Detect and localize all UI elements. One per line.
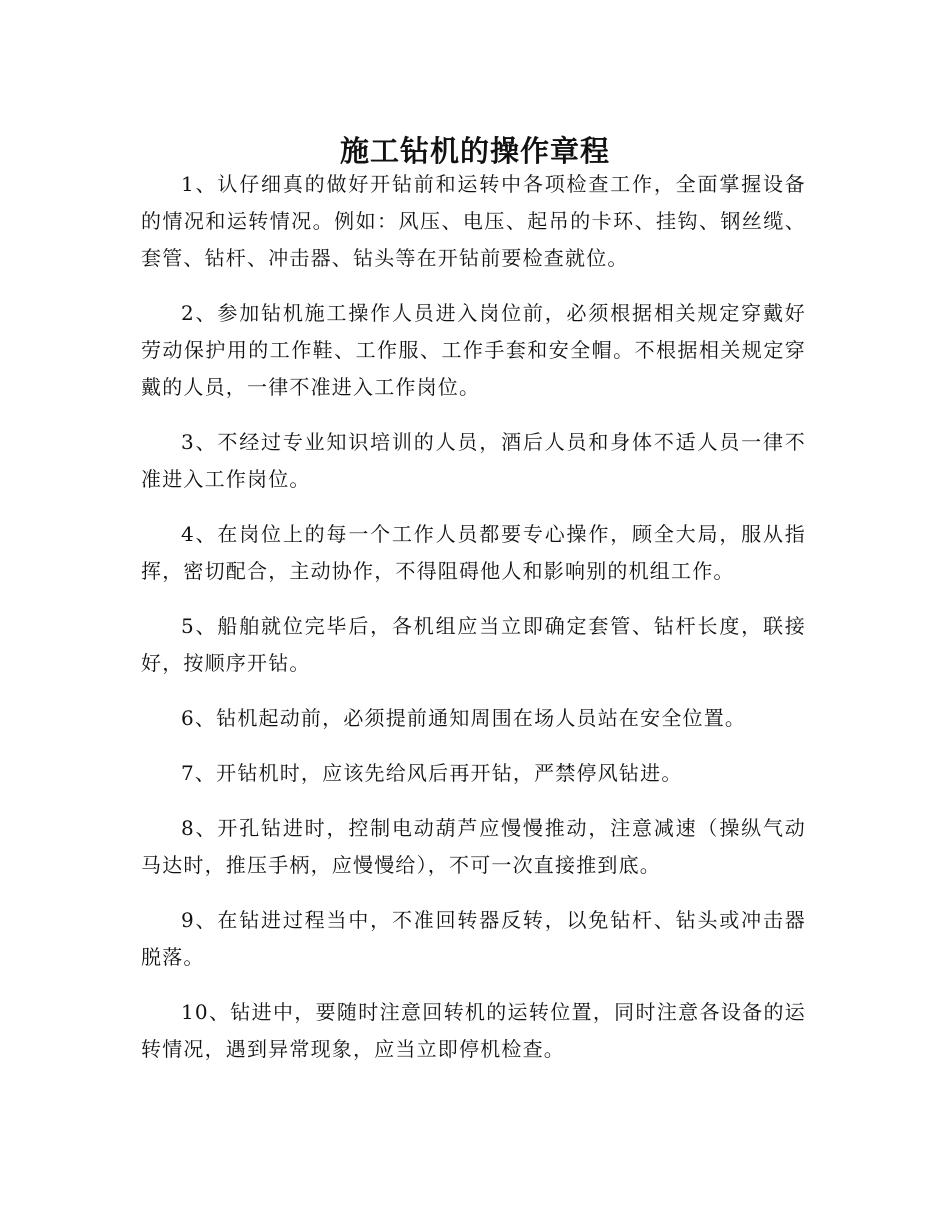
paragraph-10: 10、钻进中，要随时注意回转机的运转位置，同时注意各设备的运转情况，遇到异常现象，应当立即停机检查。 bbox=[141, 1000, 806, 1061]
paragraph-9: 9、在钻进过程当中，不准回转器反转，以免钻杆、钻头或冲击器脱落。 bbox=[141, 908, 806, 969]
paragraph-6: 6、钻机起动前，必须提前通知周围在场人员站在安全位置。 bbox=[181, 706, 747, 730]
paragraph-5: 5、船舶就位完毕后，各机组应当立即确定套管、钻杆长度，联接好，按顺序开钻。 bbox=[141, 614, 806, 675]
paragraph-4: 4、在岗位上的每一个工作人员都要专心操作，顾全大局，服从指挥，密切配合，主动协作，不得阻碍他人和影响别的机组工作。 bbox=[141, 522, 806, 583]
document-body bbox=[141, 166, 806, 1068]
paragraph-3: 3、不经过专业知识培训的人员，酒后人员和身体不适人员一律不准进入工作岗位。 bbox=[141, 430, 806, 491]
page-title: 施工钻机的操作章程 bbox=[339, 134, 610, 169]
paragraph-8: 8、开孔钻进时，控制电动葫芦应慢慢推动，注意减速（操纵气动马达时，推压手柄，应慢慢给），不可一次直接推到底。 bbox=[141, 816, 806, 877]
paragraph-7: 7、开钻机时，应该先给风后再开钻，严禁停风钻进。 bbox=[181, 761, 683, 785]
paragraph-2: 2、参加钻机施工操作人员进入岗位前，必须根据相关规定穿戴好劳动保护用的工作鞋、工作服、工作手套和安全帽。不根据相关规定穿戴的人员，一律不准进入工作岗位。 bbox=[141, 301, 806, 399]
paragraph-1: 1、认仔细真的做好开钻前和运转中各项检查工作，全面掌握设备的情况和运转情况。例如：风压、电压、起吊的卡环、挂钩、钢丝缆、套管、钻杆、冲击器、钻头等在开钻前要检查就位。 bbox=[141, 172, 806, 270]
